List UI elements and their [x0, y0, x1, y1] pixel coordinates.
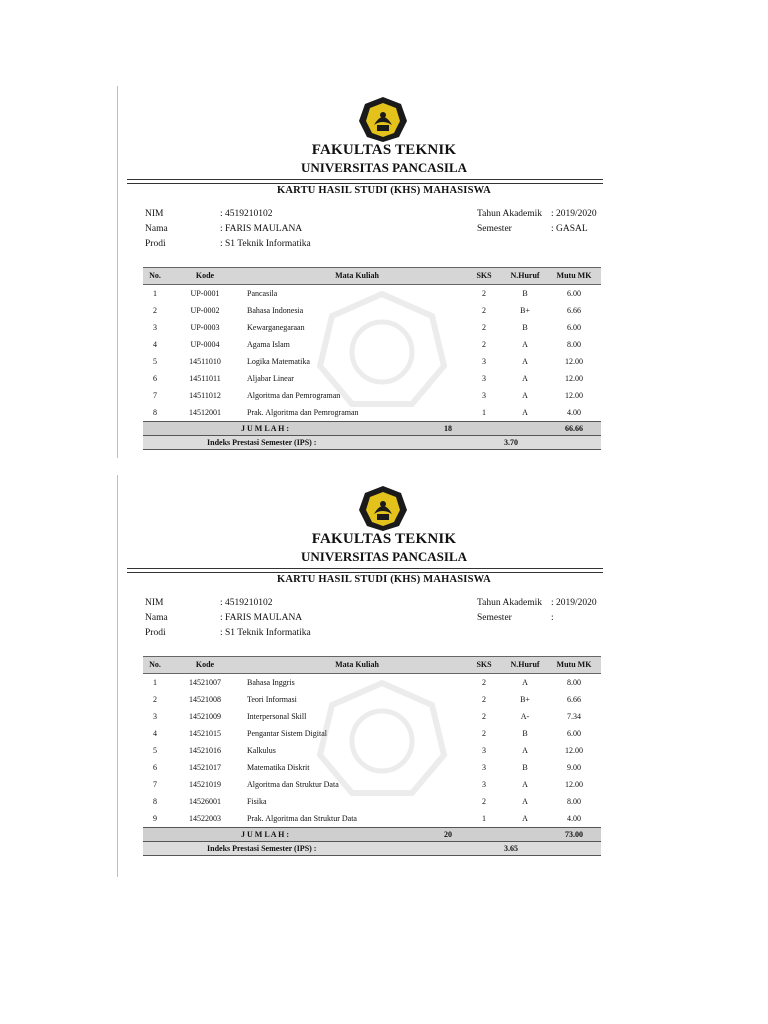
cell-kode: 14521008 — [189, 695, 221, 704]
cell-nilai-huruf: A — [522, 678, 528, 687]
col-kode: Kode — [195, 271, 215, 280]
cell-sks: 2 — [482, 340, 486, 349]
cell-no: 4 — [153, 340, 157, 349]
university-emblem-icon — [357, 484, 409, 532]
cell-sks: 3 — [482, 780, 486, 789]
cell-mata-kuliah: Aljabar Linear — [247, 374, 294, 383]
cell-sks: 2 — [482, 323, 486, 332]
cell-no: 1 — [153, 678, 157, 687]
cell-sks: 2 — [482, 695, 486, 704]
cell-kode: 14511011 — [189, 374, 221, 383]
cell-mutu: 6.00 — [567, 729, 581, 738]
cell-no: 6 — [153, 374, 157, 383]
cell-mutu: 6.66 — [567, 695, 581, 704]
cell-mata-kuliah: Fisika — [247, 797, 267, 806]
semester-value: : — [551, 613, 554, 623]
table-row — [143, 302, 601, 319]
cell-mata-kuliah: Prak. Algoritma dan Pemrograman — [247, 408, 359, 417]
cell-mata-kuliah: Kalkulus — [247, 746, 276, 755]
total-sks: 20 — [444, 830, 452, 839]
cell-mata-kuliah: Kewarganegaraan — [247, 323, 305, 332]
cell-mata-kuliah: Agama Islam — [247, 340, 290, 349]
nim-value: : 4519210102 — [220, 209, 273, 219]
cell-nilai-huruf: B — [522, 729, 528, 738]
ips-row — [143, 842, 601, 856]
faculty-name: FAKULTAS TEKNIK — [311, 531, 457, 547]
ips-label: Indeks Prestasi Semester (IPS) : — [207, 844, 317, 853]
document-title: KARTU HASIL STUDI (KHS) MAHASISWA — [277, 185, 491, 196]
prodi-value: : S1 Teknik Informatika — [220, 628, 311, 638]
table-row — [143, 353, 601, 370]
col-sks: SKS — [476, 271, 492, 280]
prodi-value: : S1 Teknik Informatika — [220, 239, 311, 249]
jumlah-row — [143, 421, 601, 436]
cell-mutu: 8.00 — [567, 797, 581, 806]
table-row — [143, 370, 601, 387]
semester-value: : GASAL — [551, 224, 588, 234]
col-kode: Kode — [195, 660, 215, 669]
semester-label: Semester — [477, 613, 512, 623]
cell-kode: 14512001 — [189, 408, 221, 417]
faculty-name: FAKULTAS TEKNIK — [311, 142, 457, 158]
cell-sks: 2 — [482, 306, 486, 315]
khs-page-2 — [0, 475, 768, 877]
nama-label: Nama — [145, 613, 168, 623]
cell-no: 2 — [153, 306, 157, 315]
cell-no: 8 — [153, 797, 157, 806]
cell-mutu: 6.00 — [567, 289, 581, 298]
cell-kode: UP-0002 — [190, 306, 220, 315]
ips-value: 3.70 — [504, 438, 518, 447]
cell-sks: 3 — [482, 746, 486, 755]
cell-mutu: 12.00 — [565, 357, 583, 366]
cell-kode: 14521016 — [189, 746, 221, 755]
cell-mutu: 7.34 — [567, 712, 581, 721]
tahun-label: Tahun Akademik — [477, 209, 543, 219]
tahun-value: : 2019/2020 — [551, 598, 597, 608]
cell-mutu: 8.00 — [567, 340, 581, 349]
cell-mata-kuliah: Pengantar Sistem Digital — [247, 729, 327, 738]
cell-nilai-huruf: B — [522, 763, 528, 772]
cell-nilai-huruf: A — [522, 357, 528, 366]
cell-nilai-huruf: A — [522, 408, 528, 417]
cell-nilai-huruf: B — [522, 289, 528, 298]
cell-kode: UP-0004 — [190, 340, 220, 349]
table-row — [143, 742, 601, 759]
cell-nilai-huruf: B+ — [520, 306, 530, 315]
tahun-value: : 2019/2020 — [551, 209, 597, 219]
cell-no: 7 — [153, 391, 157, 400]
cell-nilai-huruf: A — [522, 780, 528, 789]
cell-kode: 14522003 — [189, 814, 221, 823]
grades-table-header — [143, 267, 601, 285]
table-row — [143, 404, 601, 421]
cell-nilai-huruf: B+ — [520, 695, 530, 704]
cell-kode: 14521007 — [189, 678, 221, 687]
table-row — [143, 776, 601, 793]
cell-sks: 1 — [482, 408, 486, 417]
cell-mata-kuliah: Algoritma dan Struktur Data — [247, 780, 339, 789]
cell-sks: 3 — [482, 391, 486, 400]
nama-value: : FARIS MAULANA — [220, 613, 303, 623]
jumlah-label: J U M L A H : — [241, 424, 290, 433]
cell-mata-kuliah: Teori Informasi — [247, 695, 297, 704]
university-emblem-icon — [357, 95, 409, 143]
semester-label: Semester — [477, 224, 512, 234]
col-mata-kuliah: Mata Kuliah — [335, 271, 379, 280]
col-no: No. — [149, 660, 161, 669]
cell-mata-kuliah: Interpersonal Skill — [247, 712, 307, 721]
table-row — [143, 285, 601, 302]
nama-value: : FARIS MAULANA — [220, 224, 303, 234]
university-name: UNIVERSITAS PANCASILA — [300, 549, 468, 564]
cell-sks: 2 — [482, 289, 486, 298]
ips-value: 3.65 — [504, 844, 518, 853]
cell-kode: 14521019 — [189, 780, 221, 789]
cell-mutu: 4.00 — [567, 814, 581, 823]
table-row — [143, 725, 601, 742]
tahun-label: Tahun Akademik — [477, 598, 543, 608]
cell-mutu: 12.00 — [565, 746, 583, 755]
table-row — [143, 759, 601, 776]
cell-kode: 14521009 — [189, 712, 221, 721]
cell-mutu: 9.00 — [567, 763, 581, 772]
cell-kode: 14521017 — [189, 763, 221, 772]
cell-mata-kuliah: Prak. Algoritma dan Struktur Data — [247, 814, 357, 823]
prodi-label: Prodi — [145, 628, 166, 638]
cell-mutu: 4.00 — [567, 408, 581, 417]
cell-mata-kuliah: Matematika Diskrit — [247, 763, 310, 772]
header-divider — [127, 568, 603, 573]
cell-nilai-huruf: A — [522, 746, 528, 755]
cell-mata-kuliah: Logika Matematika — [247, 357, 310, 366]
jumlah-label: J U M L A H : — [241, 830, 290, 839]
col-nilai-huruf: N.Huruf — [510, 660, 540, 669]
cell-nilai-huruf: A — [522, 814, 528, 823]
cell-mutu: 12.00 — [565, 374, 583, 383]
cell-no: 6 — [153, 763, 157, 772]
cell-mata-kuliah: Bahasa Inggris — [247, 678, 295, 687]
cell-kode: UP-0001 — [190, 289, 220, 298]
cell-nilai-huruf: A — [522, 374, 528, 383]
total-sks: 18 — [444, 424, 452, 433]
cell-nilai-huruf: B — [522, 323, 528, 332]
cell-no: 8 — [153, 408, 157, 417]
cell-mutu: 6.66 — [567, 306, 581, 315]
header-divider — [127, 179, 603, 184]
cell-mutu: 12.00 — [565, 391, 583, 400]
cell-sks: 3 — [482, 374, 486, 383]
cell-no: 1 — [153, 289, 157, 298]
cell-no: 5 — [153, 357, 157, 366]
cell-no: 3 — [153, 712, 157, 721]
cell-sks: 3 — [482, 357, 486, 366]
table-row — [143, 319, 601, 336]
cell-sks: 2 — [482, 797, 486, 806]
ips-label: Indeks Prestasi Semester (IPS) : — [207, 438, 317, 447]
cell-kode: 14511012 — [189, 391, 221, 400]
col-mata-kuliah: Mata Kuliah — [335, 660, 379, 669]
jumlah-row — [143, 827, 601, 842]
total-mutu: 73.00 — [565, 830, 583, 839]
table-row — [143, 387, 601, 404]
col-mutu-mk: Mutu MK — [556, 271, 592, 280]
table-row — [143, 810, 601, 827]
cell-mutu: 8.00 — [567, 678, 581, 687]
table-row — [143, 691, 601, 708]
cell-kode: 14526001 — [189, 797, 221, 806]
prodi-label: Prodi — [145, 239, 166, 249]
cell-mata-kuliah: Algoritma dan Pemrograman — [247, 391, 341, 400]
table-row — [143, 674, 601, 691]
cell-mutu: 12.00 — [565, 780, 583, 789]
table-row — [143, 793, 601, 810]
nama-label: Nama — [145, 224, 168, 234]
cell-no: 4 — [153, 729, 157, 738]
table-row — [143, 336, 601, 353]
cell-no: 5 — [153, 746, 157, 755]
cell-no: 2 — [153, 695, 157, 704]
cell-sks: 2 — [482, 678, 486, 687]
cell-mata-kuliah: Pancasila — [247, 289, 278, 298]
cell-kode: 14511010 — [189, 357, 221, 366]
cell-sks: 1 — [482, 814, 486, 823]
total-mutu: 66.66 — [565, 424, 583, 433]
university-name: UNIVERSITAS PANCASILA — [300, 160, 468, 175]
nim-label: NIM — [145, 598, 164, 608]
cell-nilai-huruf: A — [522, 391, 528, 400]
cell-mutu: 6.00 — [567, 323, 581, 332]
col-sks: SKS — [476, 660, 492, 669]
cell-no: 7 — [153, 780, 157, 789]
cell-sks: 2 — [482, 712, 486, 721]
cell-nilai-huruf: A — [522, 340, 528, 349]
table-row — [143, 708, 601, 725]
cell-no: 3 — [153, 323, 157, 332]
cell-sks: 3 — [482, 763, 486, 772]
grades-table-header — [143, 656, 601, 674]
ips-row — [143, 436, 601, 450]
cell-nilai-huruf: A — [522, 797, 528, 806]
nim-label: NIM — [145, 209, 164, 219]
cell-kode: 14521015 — [189, 729, 221, 738]
cell-kode: UP-0003 — [190, 323, 220, 332]
khs-page-1 — [0, 86, 768, 458]
nim-value: : 4519210102 — [220, 598, 273, 608]
col-mutu-mk: Mutu MK — [556, 660, 592, 669]
cell-sks: 2 — [482, 729, 486, 738]
col-no: No. — [149, 271, 161, 280]
cell-mata-kuliah: Bahasa Indonesia — [247, 306, 304, 315]
cell-no: 9 — [153, 814, 157, 823]
cell-nilai-huruf: A- — [520, 712, 530, 721]
document-title: KARTU HASIL STUDI (KHS) MAHASISWA — [277, 574, 491, 585]
col-nilai-huruf: N.Huruf — [510, 271, 540, 280]
